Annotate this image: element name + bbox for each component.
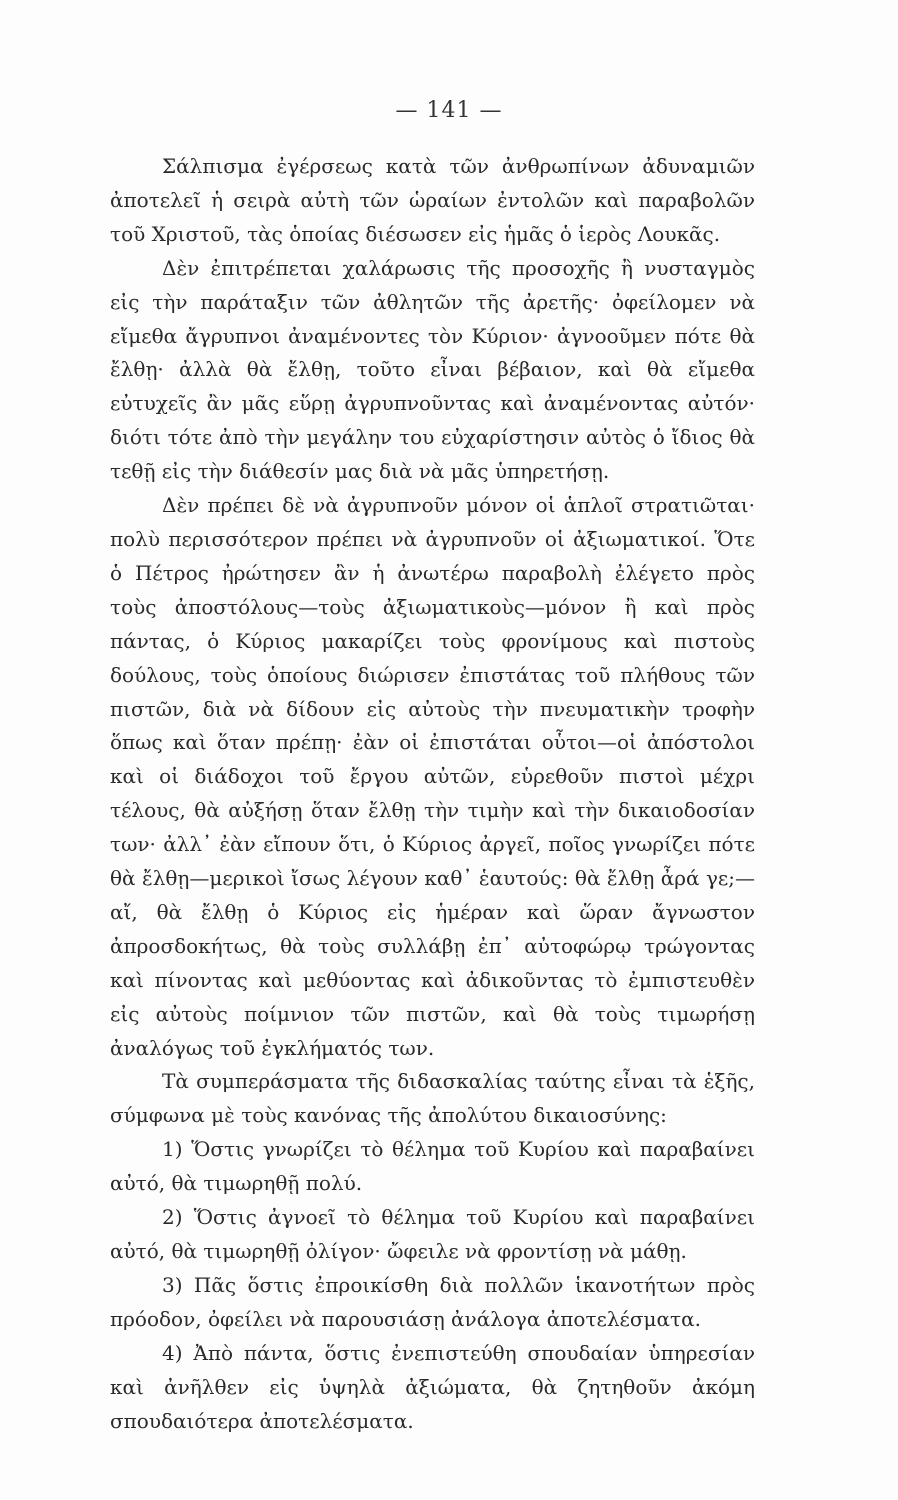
list-item: 4) Ἀπὸ πάντα, ὅστις ἐνεπιστεύθη σπουδαίαν ὑπηρεσίαν καὶ ἀνῆλθεν εἰς ὑψηλὰ ἀξιώματα, θὰ ζητηθοῦν ἀκόμη σπουδαιότερα ἀποτελέσματα. — [110, 1340, 755, 1433]
paragraph: Δὲν πρέπει δὲ νὰ ἀγρυπνοῦν μόνον οἱ ἁπλοῖ στρατιῶται· πολὺ περισσότερον πρέπει νὰ ἀγρυπνοῦν οἱ ἀξιωματικοί. Ὅτε ὁ Πέτρος ἠρώτησεν ἂν ἡ ἀνωτέρω παραβολὴ ἐλέγετο πρὸς τοὺς ἀποστόλους—τοὺς ἀξιωματικοὺς—μόνον ἢ καὶ πρὸς πάντας, ὁ Κύριος μακαρίζει τοὺς φρονίμους καὶ πιστοὺς δούλους, τοὺς ὁποίους διώρισεν ἐπιστάτας τοῦ πλήθους τῶν πιστῶν, διὰ νὰ δίδουν εἰς αὐτοὺς τὴν πνευματικὴν τροφὴν ὅπως καὶ ὅταν πρέπῃ· ἐὰν οἱ ἐπιστάται οὗτοι—οἱ ἀπόστολοι καὶ οἱ διάδοχοι τοῦ ἔργου αὐτῶν, εὑρεθοῦν πιστοὶ μέχρι τέλους, θὰ αὐξήσῃ ὅταν ἔλθῃ τὴν τιμὴν καὶ τὴν δικαιοδοσίαν των· ἀλλ᾽ ἐὰν εἴπουν ὅτι, ὁ Κύριος ἀργεῖ, ποῖος γνωρίζει πότε θὰ ἔλθῃ—μερικοὶ ἴσως λέγουν καθ᾽ ἑαυτούς: θὰ ἔλθῃ ἆρά γε;—αἴ, θὰ ἔλθῃ ὁ Κύριος εἰς ἡμέραν καὶ ὥραν ἄγνωστον ἀπροσδοκήτως, θὰ τοὺς συλλάβῃ ἐπ᾽ αὐτοφώρῳ τρώγοντας καὶ πίνοντας καὶ μεθύοντας καὶ ἀδικοῦντας τὸ ἐμπιστευθὲν εἰς αὐτοὺς ποίμνιον τῶν πιστῶν, καὶ θὰ τοὺς τιμωρήσῃ ἀναλόγως τοῦ ἐγκλήματός των. — [110, 493, 755, 1060]
paragraph: Τὰ συμπεράσματα τῆς διδασκαλίας ταύτης εἶναι τὰ ἑξῆς, σύμφωνα μὲ τοὺς κανόνας τῆς ἀπολύτου δικαιοσύνης: — [110, 1069, 755, 1128]
list-item: 3) Πᾶς ὅστις ἐπροικίσθη διὰ πολλῶν ἱκανοτήτων πρὸς πρόοδον, ὀφείλει νὰ παρουσιάσῃ ἀνάλογα ἀποτελέσματα. — [110, 1272, 755, 1331]
list-item: 2) Ὅστις ἀγνοεῖ τὸ θέλημα τοῦ Κυρίου καὶ παραβαίνει αὐτό, θὰ τιμωρηθῇ ὀλίγον· ὤφειλε νὰ φροντίσῃ νὰ μάθῃ. — [110, 1205, 755, 1263]
paragraph: Δὲν ἐπιτρέπεται χαλάρωσις τῆς προσοχῆς ἢ νυσταγμὸς εἰς τὴν παράταξιν τῶν ἀθλητῶν τῆς ἀρετῆς· ὀφείλομεν νὰ εἴμεθα ἄγρυπνοι ἀναμένοντες τὸν Κύριον· ἀγνοοῦμεν πότε θὰ ἔλθῃ· ἀλλὰ θὰ ἔλθῃ, τοῦτο εἶναι βέβαιον, καὶ θὰ εἴμεθα εὐτυχεῖς ἂν μᾶς εὕρῃ ἀγρυπνοῦντας καὶ ἀναμένοντας αὐτόν· διότι τότε ἀπὸ τὴν μεγάλην του εὐχαρίστησιν αὐτὸς ὁ ἴδιος θὰ τεθῇ εἰς τὴν διάθεσίν μας διὰ νὰ μᾶς ὑπηρετήσῃ. — [110, 255, 755, 484]
body-text — [110, 150, 755, 1438]
list-item: 1) Ὅστις γνωρίζει τὸ θέλημα τοῦ Κυρίου καὶ παραβαίνει αὐτό, θὰ τιμωρηθῇ πολύ. — [110, 1137, 755, 1196]
paragraph: Σάλπισμα ἐγέρσεως κατὰ τῶν ἀνθρωπίνων ἀδυναμιῶν ἀποτελεῖ ἡ σειρὰ αὐτὴ τῶν ὡραίων ἐντολῶν καὶ παραβολῶν τοῦ Χριστοῦ, τὰς ὁποίας διέσωσεν εἰς ἡμᾶς ὁ ἱερὸς Λουκᾶς. — [110, 154, 755, 246]
page-number: — 141 — — [395, 98, 503, 123]
